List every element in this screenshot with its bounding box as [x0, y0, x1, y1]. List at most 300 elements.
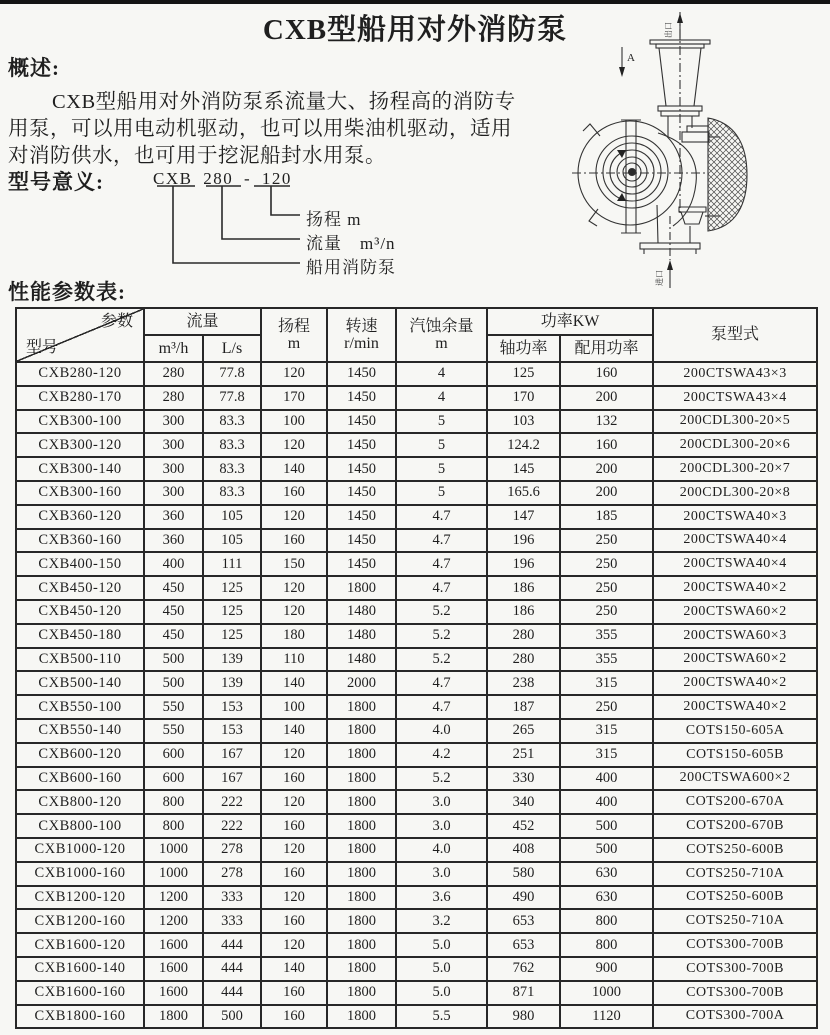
cell-speed: 1800 — [327, 862, 396, 886]
cell-model: CXB600-120 — [16, 743, 144, 767]
cell-speed: 1480 — [327, 600, 396, 624]
cell-flow-m3h: 300 — [144, 481, 203, 505]
cell-shaft-power: 490 — [487, 886, 560, 910]
cell-shaft-power: 124.2 — [487, 433, 560, 457]
cell-flow-ls: 153 — [203, 719, 261, 743]
header-corner-param: 参数 — [100, 313, 133, 330]
cell-shaft-power: 340 — [487, 790, 560, 814]
cell-head: 140 — [261, 719, 327, 743]
cell-flow-ls: 125 — [203, 624, 261, 648]
cell-pump-type: COTS300-700B — [653, 933, 817, 957]
cell-speed: 1800 — [327, 695, 396, 719]
cell-flow-m3h: 300 — [144, 457, 203, 481]
cell-npsh: 4.7 — [396, 505, 487, 529]
cell-rated-power: 315 — [560, 671, 653, 695]
cell-flow-ls: 222 — [203, 790, 261, 814]
cell-npsh: 5 — [396, 481, 487, 505]
cell-head: 120 — [261, 362, 327, 386]
cell-head: 160 — [261, 814, 327, 838]
cell-rated-power: 132 — [560, 410, 653, 434]
header-pump-type: 泵型式 — [653, 308, 817, 362]
cell-flow-ls: 333 — [203, 886, 261, 910]
mounting-bracket — [626, 120, 636, 233]
cell-npsh: 5 — [396, 410, 487, 434]
cell-model: CXB300-120 — [16, 433, 144, 457]
cell-shaft-power: 238 — [487, 671, 560, 695]
cell-flow-m3h: 360 — [144, 505, 203, 529]
cell-model: CXB360-160 — [16, 529, 144, 553]
cell-head: 120 — [261, 743, 327, 767]
table-row — [16, 790, 817, 814]
cell-model: CXB300-100 — [16, 410, 144, 434]
cell-npsh: 5.0 — [396, 957, 487, 981]
casing-nub-top — [583, 124, 600, 136]
cell-rated-power: 200 — [560, 457, 653, 481]
overview-line-1: CXB型船用对外消防泵系流量大、扬程高的消防专 — [52, 91, 516, 113]
cell-pump-type: 200CTSWA40×2 — [653, 671, 817, 695]
cell-rated-power: 250 — [560, 552, 653, 576]
table-row — [16, 648, 817, 672]
table-row — [16, 624, 817, 648]
cell-flow-m3h: 800 — [144, 790, 203, 814]
header-head: 扬程 m — [261, 308, 327, 362]
cell-speed: 1450 — [327, 529, 396, 553]
cell-npsh: 4.7 — [396, 671, 487, 695]
cell-npsh: 5 — [396, 457, 487, 481]
cell-flow-ls: 444 — [203, 981, 261, 1005]
cell-shaft-power: 408 — [487, 838, 560, 862]
cell-pump-type: 200CTSWA600×2 — [653, 767, 817, 791]
cell-npsh: 4.2 — [396, 743, 487, 767]
cell-npsh: 4.0 — [396, 719, 487, 743]
cell-rated-power: 900 — [560, 957, 653, 981]
cell-flow-m3h: 550 — [144, 719, 203, 743]
cell-rated-power: 315 — [560, 719, 653, 743]
cell-npsh: 3.2 — [396, 909, 487, 933]
cell-pump-type: 200CDL300-20×7 — [653, 457, 817, 481]
header-flow: 流量 — [144, 308, 261, 335]
cell-model: CXB800-120 — [16, 790, 144, 814]
cell-speed: 1800 — [327, 1005, 396, 1029]
cell-head: 140 — [261, 671, 327, 695]
cell-npsh: 4 — [396, 362, 487, 386]
cell-pump-type: COTS150-605A — [653, 719, 817, 743]
cell-speed: 1800 — [327, 933, 396, 957]
pump-drawing — [570, 0, 830, 296]
cell-head: 120 — [261, 886, 327, 910]
cell-shaft-power: 452 — [487, 814, 560, 838]
overview-line-3: 对消防供水，也可用于挖泥船封水用泵。 — [8, 145, 386, 167]
cell-model: CXB1600-140 — [16, 957, 144, 981]
cell-npsh: 4.7 — [396, 552, 487, 576]
cell-npsh: 5.0 — [396, 981, 487, 1005]
cell-shaft-power: 186 — [487, 600, 560, 624]
cell-flow-ls: 83.3 — [203, 410, 261, 434]
cell-rated-power: 630 — [560, 886, 653, 910]
cell-pump-type: 200CTSWA40×4 — [653, 529, 817, 553]
cell-flow-m3h: 1200 — [144, 886, 203, 910]
cell-shaft-power: 580 — [487, 862, 560, 886]
cell-flow-m3h: 500 — [144, 648, 203, 672]
cell-rated-power: 1000 — [560, 981, 653, 1005]
cell-speed: 1800 — [327, 981, 396, 1005]
cell-flow-ls: 105 — [203, 505, 261, 529]
cell-model: CXB400-150 — [16, 552, 144, 576]
cell-speed: 1800 — [327, 719, 396, 743]
cell-shaft-power: 125 — [487, 362, 560, 386]
cell-head: 120 — [261, 790, 327, 814]
cell-flow-ls: 83.3 — [203, 481, 261, 505]
cell-shaft-power: 186 — [487, 576, 560, 600]
table-row — [16, 743, 817, 767]
table-row — [16, 457, 817, 481]
table-row — [16, 1005, 817, 1029]
casing-nub-bottom — [589, 209, 598, 226]
cell-flow-m3h: 1600 — [144, 933, 203, 957]
table-row — [16, 576, 817, 600]
cell-model: CXB450-120 — [16, 600, 144, 624]
cell-flow-ls: 125 — [203, 600, 261, 624]
cell-flow-ls: 278 — [203, 838, 261, 862]
header-shaft-power: 轴功率 — [487, 335, 560, 362]
cell-head: 100 — [261, 695, 327, 719]
table-row — [16, 814, 817, 838]
connector-flow — [222, 186, 300, 239]
cell-flow-m3h: 1600 — [144, 957, 203, 981]
overview-line-2: 用泵，可以用电动机驱动，也可以用柴油机驱动，适用 — [8, 118, 512, 140]
cell-head: 120 — [261, 600, 327, 624]
cell-npsh: 4.7 — [396, 695, 487, 719]
table-row — [16, 362, 817, 386]
cell-speed: 1450 — [327, 505, 396, 529]
cell-flow-m3h: 1200 — [144, 909, 203, 933]
cell-speed: 1800 — [327, 743, 396, 767]
cell-flow-m3h: 500 — [144, 671, 203, 695]
cell-model: CXB1000-160 — [16, 862, 144, 886]
header-flow-m3h: m³/h — [144, 335, 203, 362]
cell-rated-power: 800 — [560, 933, 653, 957]
cell-speed: 1450 — [327, 552, 396, 576]
cell-npsh: 5 — [396, 433, 487, 457]
cell-speed: 1480 — [327, 624, 396, 648]
cell-rated-power: 500 — [560, 814, 653, 838]
cell-head: 160 — [261, 862, 327, 886]
model-designation-diagram — [150, 185, 320, 270]
table-row — [16, 433, 817, 457]
cell-rated-power: 160 — [560, 362, 653, 386]
cell-model: CXB550-140 — [16, 719, 144, 743]
cell-speed: 2000 — [327, 671, 396, 695]
cell-flow-ls: 222 — [203, 814, 261, 838]
cell-pump-type: 200CTSWA40×3 — [653, 505, 817, 529]
cell-rated-power: 315 — [560, 743, 653, 767]
cell-flow-m3h: 280 — [144, 386, 203, 410]
cell-head: 110 — [261, 648, 327, 672]
cell-flow-ls: 444 — [203, 957, 261, 981]
cell-model: CXB360-120 — [16, 505, 144, 529]
cell-pump-type: 200CTSWA43×4 — [653, 386, 817, 410]
table-body — [16, 362, 817, 1028]
section-arrowhead — [619, 67, 625, 77]
cell-head: 160 — [261, 1005, 327, 1029]
table-row — [16, 600, 817, 624]
cell-flow-ls: 167 — [203, 743, 261, 767]
cell-model: CXB1800-160 — [16, 1005, 144, 1029]
cell-flow-m3h: 1000 — [144, 862, 203, 886]
cell-shaft-power: 196 — [487, 529, 560, 553]
cell-speed: 1800 — [327, 838, 396, 862]
model-label-flow: 流量 m³/n — [306, 234, 396, 253]
inlet-label: 进口 — [655, 270, 664, 286]
cell-rated-power: 250 — [560, 576, 653, 600]
cell-pump-type: 200CDL300-20×8 — [653, 481, 817, 505]
cell-rated-power: 1120 — [560, 1005, 653, 1029]
cell-model: CXB450-180 — [16, 624, 144, 648]
cell-model: CXB300-140 — [16, 457, 144, 481]
hatched-dome — [708, 118, 747, 231]
cell-npsh: 4.7 — [396, 576, 487, 600]
table-row — [16, 886, 817, 910]
header-rated-power: 配用功率 — [560, 335, 653, 362]
outlet-arrowhead — [677, 13, 683, 23]
cell-pump-type: COTS300-700B — [653, 981, 817, 1005]
cell-pump-type: 200CTSWA60×2 — [653, 648, 817, 672]
cell-model: CXB450-120 — [16, 576, 144, 600]
cell-flow-m3h: 300 — [144, 410, 203, 434]
cell-flow-m3h: 550 — [144, 695, 203, 719]
table-row — [16, 529, 817, 553]
header-power: 功率KW — [487, 308, 653, 335]
cell-shaft-power: 653 — [487, 909, 560, 933]
cell-flow-m3h: 1800 — [144, 1005, 203, 1029]
model-label-pump: 船用消防泵 — [306, 258, 396, 277]
cell-head: 160 — [261, 767, 327, 791]
cell-npsh: 5.2 — [396, 648, 487, 672]
connector-pump-name — [173, 186, 300, 263]
outlet-label: 出口 — [664, 22, 673, 38]
cell-npsh: 5.5 — [396, 1005, 487, 1029]
cell-head: 120 — [261, 838, 327, 862]
cell-head: 100 — [261, 410, 327, 434]
cell-shaft-power: 145 — [487, 457, 560, 481]
cell-flow-ls: 77.8 — [203, 362, 261, 386]
cell-pump-type: 200CTSWA60×2 — [653, 600, 817, 624]
cell-model: CXB1200-160 — [16, 909, 144, 933]
table-row — [16, 981, 817, 1005]
cell-speed: 1800 — [327, 957, 396, 981]
cell-flow-m3h: 360 — [144, 529, 203, 553]
cell-flow-m3h: 1600 — [144, 981, 203, 1005]
cell-rated-power: 500 — [560, 838, 653, 862]
cell-head: 140 — [261, 457, 327, 481]
cell-rated-power: 200 — [560, 386, 653, 410]
cell-speed: 1450 — [327, 433, 396, 457]
cell-speed: 1450 — [327, 410, 396, 434]
cell-pump-type: 200CTSWA40×4 — [653, 552, 817, 576]
cell-head: 120 — [261, 576, 327, 600]
cell-pump-type: COTS250-600B — [653, 886, 817, 910]
cell-speed: 1450 — [327, 457, 396, 481]
cell-rated-power: 160 — [560, 433, 653, 457]
cell-shaft-power: 170 — [487, 386, 560, 410]
cell-head: 120 — [261, 933, 327, 957]
cell-model: CXB800-100 — [16, 814, 144, 838]
model-meaning-heading: 型号意义: — [8, 170, 104, 194]
cell-flow-m3h: 600 — [144, 767, 203, 791]
cell-shaft-power: 871 — [487, 981, 560, 1005]
cell-head: 160 — [261, 481, 327, 505]
cell-shaft-power: 762 — [487, 957, 560, 981]
cell-pump-type: 200CDL300-20×5 — [653, 410, 817, 434]
cell-rated-power: 355 — [560, 624, 653, 648]
cell-rated-power: 200 — [560, 481, 653, 505]
cell-flow-ls: 83.3 — [203, 457, 261, 481]
header-flow-ls: L/s — [203, 335, 261, 362]
cell-rated-power: 185 — [560, 505, 653, 529]
cell-model: CXB300-160 — [16, 481, 144, 505]
cell-flow-m3h: 450 — [144, 600, 203, 624]
table-row — [16, 719, 817, 743]
cell-shaft-power: 187 — [487, 695, 560, 719]
cell-head: 120 — [261, 433, 327, 457]
cell-pump-type: 200CTSWA60×3 — [653, 624, 817, 648]
table-row — [16, 695, 817, 719]
cell-rated-power: 250 — [560, 600, 653, 624]
cell-speed: 1800 — [327, 767, 396, 791]
header-speed: 转速 r/min — [327, 308, 396, 362]
cell-model: CXB500-140 — [16, 671, 144, 695]
cell-shaft-power: 330 — [487, 767, 560, 791]
cell-flow-m3h: 300 — [144, 433, 203, 457]
cell-model: CXB1600-120 — [16, 933, 144, 957]
table-row — [16, 933, 817, 957]
cell-shaft-power: 165.6 — [487, 481, 560, 505]
cell-flow-m3h: 1000 — [144, 838, 203, 862]
cell-pump-type: 200CTSWA43×3 — [653, 362, 817, 386]
cell-pump-type: COTS250-710A — [653, 909, 817, 933]
cell-flow-ls: 111 — [203, 552, 261, 576]
cell-model: CXB1000-120 — [16, 838, 144, 862]
table-row — [16, 671, 817, 695]
cell-pump-type: 200CTSWA40×2 — [653, 695, 817, 719]
cell-npsh: 3.0 — [396, 862, 487, 886]
table-row — [16, 505, 817, 529]
cell-head: 150 — [261, 552, 327, 576]
cell-model: CXB500-110 — [16, 648, 144, 672]
cell-speed: 1800 — [327, 886, 396, 910]
cell-rated-power: 400 — [560, 790, 653, 814]
cell-head: 120 — [261, 505, 327, 529]
cell-head: 140 — [261, 957, 327, 981]
cell-model: CXB1200-120 — [16, 886, 144, 910]
cell-pump-type: COTS200-670B — [653, 814, 817, 838]
cell-flow-m3h: 400 — [144, 552, 203, 576]
cell-npsh: 5.0 — [396, 933, 487, 957]
cell-flow-m3h: 450 — [144, 576, 203, 600]
cell-npsh: 3.6 — [396, 886, 487, 910]
cell-shaft-power: 980 — [487, 1005, 560, 1029]
cell-flow-ls: 83.3 — [203, 433, 261, 457]
header-npsh: 汽蚀余量 m — [396, 308, 487, 362]
table-heading: 性能参数表: — [8, 280, 126, 304]
table-row — [16, 386, 817, 410]
cell-pump-type: COTS250-710A — [653, 862, 817, 886]
cell-speed: 1450 — [327, 362, 396, 386]
header-corner — [16, 308, 144, 362]
cell-flow-ls: 139 — [203, 648, 261, 672]
cell-flow-ls: 333 — [203, 909, 261, 933]
overview-heading: 概述: — [8, 56, 60, 80]
cell-flow-ls: 139 — [203, 671, 261, 695]
cell-npsh: 3.0 — [396, 790, 487, 814]
cell-pump-type: 200CTSWA40×2 — [653, 576, 817, 600]
cell-pump-type: COTS300-700A — [653, 1005, 817, 1029]
table-row — [16, 838, 817, 862]
cell-shaft-power: 280 — [487, 624, 560, 648]
cell-rated-power: 630 — [560, 862, 653, 886]
table-row — [16, 909, 817, 933]
table-row — [16, 957, 817, 981]
cell-npsh: 5.2 — [396, 624, 487, 648]
cell-speed: 1800 — [327, 576, 396, 600]
header-row-1 — [16, 308, 817, 335]
inlet-arrowhead — [667, 260, 673, 270]
cell-flow-ls: 444 — [203, 933, 261, 957]
cell-pump-type: COTS250-600B — [653, 838, 817, 862]
cell-flow-ls: 500 — [203, 1005, 261, 1029]
cell-head: 180 — [261, 624, 327, 648]
cell-model: CXB280-120 — [16, 362, 144, 386]
cell-model: CXB600-160 — [16, 767, 144, 791]
cell-shaft-power: 251 — [487, 743, 560, 767]
cell-shaft-power: 265 — [487, 719, 560, 743]
cell-flow-ls: 278 — [203, 862, 261, 886]
cell-speed: 1450 — [327, 481, 396, 505]
cell-flow-ls: 167 — [203, 767, 261, 791]
cell-npsh: 5.2 — [396, 600, 487, 624]
cell-npsh: 5.2 — [396, 767, 487, 791]
cell-shaft-power: 653 — [487, 933, 560, 957]
cell-flow-m3h: 800 — [144, 814, 203, 838]
table-row — [16, 410, 817, 434]
cell-model: CXB550-100 — [16, 695, 144, 719]
cell-npsh: 4 — [396, 386, 487, 410]
model-label-head: 扬程 m — [306, 210, 362, 229]
cell-speed: 1480 — [327, 648, 396, 672]
cell-pump-type: 200CDL300-20×6 — [653, 433, 817, 457]
cell-npsh: 4.0 — [396, 838, 487, 862]
cell-model: CXB280-170 — [16, 386, 144, 410]
cell-flow-ls: 153 — [203, 695, 261, 719]
cell-pump-type: COTS200-670A — [653, 790, 817, 814]
cell-head: 160 — [261, 529, 327, 553]
cell-head: 170 — [261, 386, 327, 410]
section-label: A — [627, 52, 635, 64]
model-code: CXB 280 - 120 — [153, 169, 292, 188]
cell-pump-type: COTS150-605B — [653, 743, 817, 767]
cell-flow-ls: 77.8 — [203, 386, 261, 410]
cell-pump-type: COTS300-700B — [653, 957, 817, 981]
cell-flow-m3h: 450 — [144, 624, 203, 648]
cell-shaft-power: 103 — [487, 410, 560, 434]
cell-shaft-power: 147 — [487, 505, 560, 529]
cell-head: 160 — [261, 909, 327, 933]
table-row — [16, 552, 817, 576]
cell-rated-power: 250 — [560, 695, 653, 719]
cell-rated-power: 355 — [560, 648, 653, 672]
cell-flow-ls: 105 — [203, 529, 261, 553]
cell-flow-m3h: 280 — [144, 362, 203, 386]
